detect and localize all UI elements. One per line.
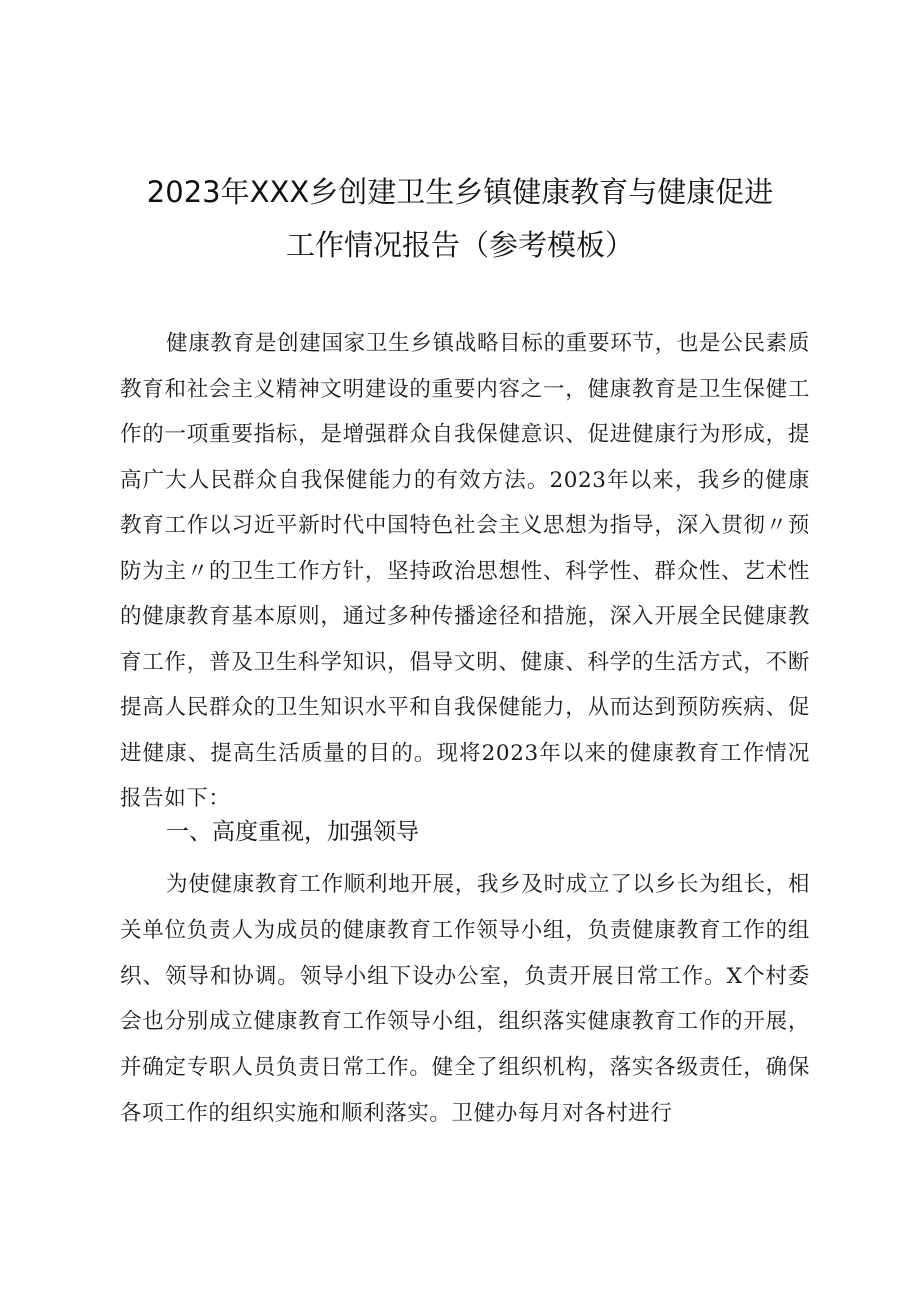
intro-paragraph: 健康教育是创建国家卫生乡镇战略目标的重要环节，也是公民素质教育和社会主义精神文明建设的重要内容之一，健康教育是卫生保健工作的一项重要指标，是增强群众自我保健意识、促进健康行为形成，提高广大人民群众自我保健能力的有效方法。2023年以来，我乡的健康教育工作以习近平新时代中国特色社会主义思想为指导，深入贯彻〃预防为主〃的卫生工作方针，坚持政治思想性、科学性、群众性、艺术性的健康教育基本原则，通过多种传播途径和措施，深入开展全民健康教育工作，普及卫生科学知识，倡导文明、健康、科学的生活方式，不断提高人民群众的卫生知识水平和自我保健能力，从而达到预防疾病、促进健康、提高生活质量的目的。现将2023年以来的健康教育工作情况报告如下： [120, 331, 810, 811]
document-title-line-1: 2023年XXX乡创建卫生乡镇健康教育与健康促进 [146, 175, 774, 209]
section-heading-1: 一、高度重视，加强领导 [166, 819, 419, 845]
section-1-paragraph: 为使健康教育工作顺利地开展，我乡及时成立了以乡长为组长，相关单位负责人为成员的健康教育工作领导小组，负责健康教育工作的组织、领导和协调。领导小组下设办公室，负责开展日常工作。X个村委会也分别成立健康教育工作领导小组，组织落实健康教育工作的开展，并确定专职人员负责日常工作。健全了组织机构，落实各级责任，确保各项工作的组织实施和顺利落实。卫健办每月对各村进行 [120, 872, 810, 1126]
document-title-line-2: 工作情况报告（参考模板） [285, 228, 634, 262]
